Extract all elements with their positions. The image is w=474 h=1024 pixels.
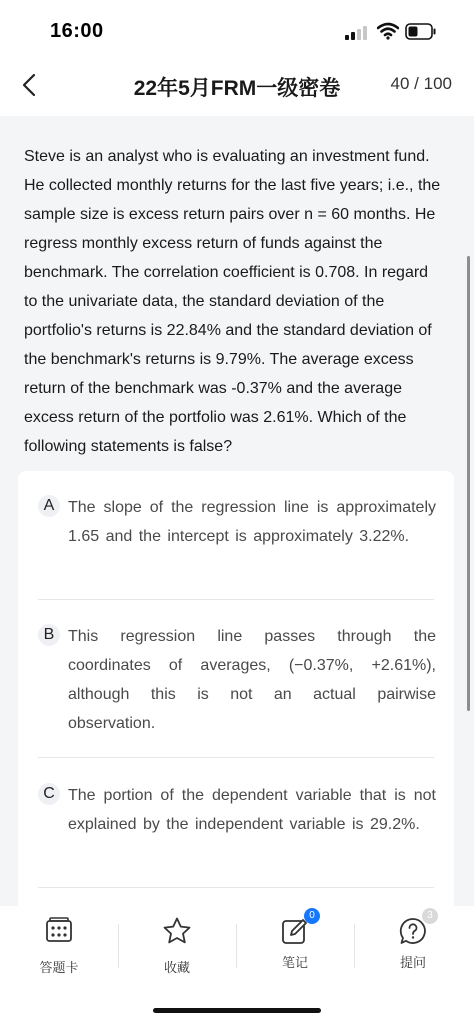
- answer-card-icon: [44, 916, 74, 946]
- question-content[interactable]: [0, 116, 474, 906]
- wifi-icon: [377, 22, 399, 40]
- status-bar: [0, 0, 474, 62]
- toolbar-label: 提问: [399, 955, 426, 970]
- notes-count-badge: 0: [304, 908, 320, 924]
- home-indicator[interactable]: [153, 1008, 321, 1013]
- divider: [38, 757, 434, 758]
- toolbar-label: 答题卡: [39, 960, 79, 975]
- toolbar-label: 笔记: [281, 955, 308, 970]
- note-icon-wrap: [280, 910, 315, 946]
- star-icon: [162, 916, 192, 946]
- back-button[interactable]: [14, 70, 44, 100]
- chevron-left-icon: [22, 73, 36, 97]
- option-letter: A: [38, 495, 60, 517]
- nav-bar: [0, 62, 474, 116]
- status-time: 16:00: [50, 20, 104, 42]
- ask-icon-wrap: [398, 910, 433, 946]
- option-c[interactable]: [38, 781, 436, 839]
- option-text: This regression line passes through the coordinates of averages, (−0.37%, +2.61%), although this is not an actual pairwise observation.: [68, 628, 436, 732]
- option-letter: B: [38, 624, 60, 646]
- option-a[interactable]: [38, 493, 436, 551]
- divider: [38, 887, 434, 888]
- option-letter: C: [38, 783, 60, 805]
- scrollbar[interactable]: [467, 256, 470, 711]
- option-text: The slope of the regression line is approximately 1.65 and the intercept is approximately 3.22%.: [68, 499, 436, 545]
- ask-question-button[interactable]: [354, 910, 472, 976]
- favorite-button[interactable]: [118, 916, 236, 976]
- question-progress: 40 / 100: [390, 74, 452, 93]
- option-text: The portion of the dependent variable that is not explained by the independent variable is 29.2%.: [68, 787, 436, 833]
- battery-icon: [405, 23, 437, 40]
- toolbar-label: 收藏: [163, 960, 190, 975]
- page-title: 22年5月FRM一级密卷: [133, 77, 341, 100]
- cellular-signal-icon: [345, 26, 369, 40]
- divider: [38, 599, 434, 600]
- options-card: [18, 471, 454, 906]
- bottom-toolbar: [0, 906, 474, 1024]
- questions-count-badge: 3: [422, 908, 438, 924]
- option-b[interactable]: [38, 622, 436, 738]
- question-stem: Steve is an analyst who is evaluating an investment fund. He collected monthly returns for the last five years; i.e., the sample size is excess return pairs over n = 60 months. He regress monthly excess return of funds against the benchmark. The correlation coefficient is 0.708. In regard to the univariate data, the standard deviation of the portfolio's returns is 22.84% and the standard deviation of the benchmark's returns is 9.79%. The average excess return of the benchmark was -0.37% and the average excess return of the portfolio was 2.61%. Which of the following statements is false?: [24, 148, 441, 455]
- notes-button[interactable]: [236, 910, 354, 976]
- answer-card-button[interactable]: [0, 916, 118, 976]
